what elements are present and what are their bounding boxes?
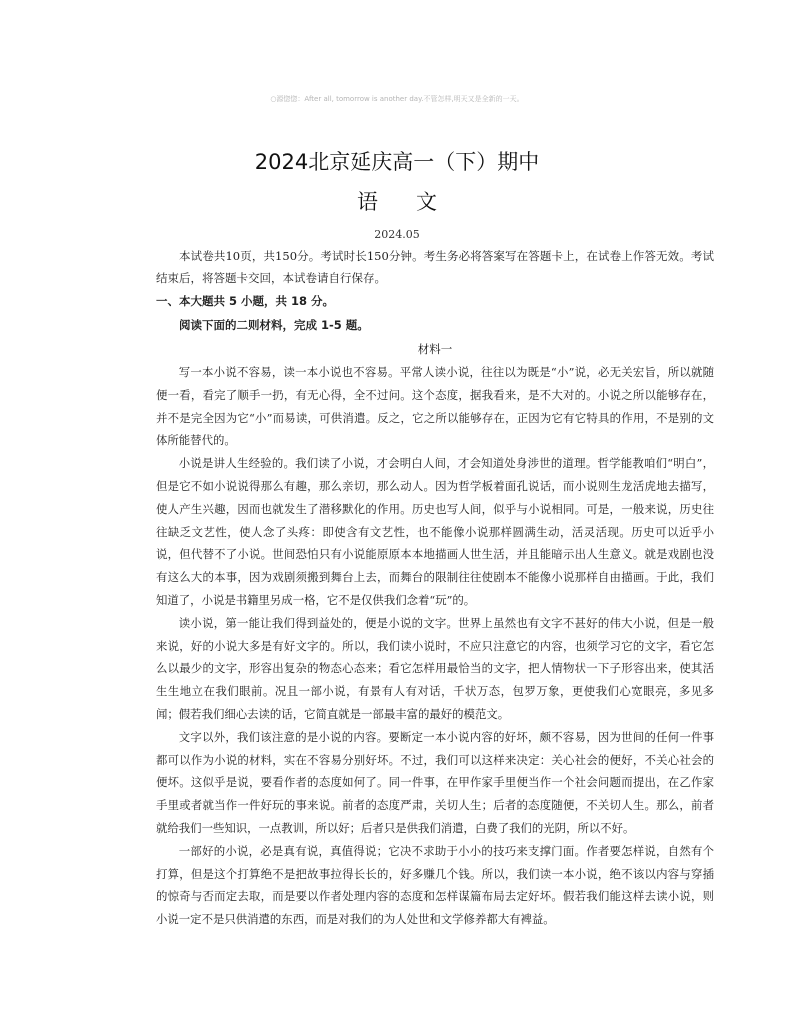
- exam-title: 2024北京延庆高一（下）期中: [254, 150, 540, 174]
- subject-heading: 语文: [357, 190, 475, 214]
- exam-date: 2024.05: [374, 228, 420, 241]
- watermark-text: ○源惚惚：After all, tomorrow is another day.不管怎样,明天又是全新的一天。: [270, 95, 524, 103]
- material-body: [156, 361, 714, 931]
- exam-content: [156, 245, 714, 931]
- exam-instructions: [156, 245, 714, 289]
- material-title: 材料一: [417, 342, 453, 356]
- section-heading: 一、本大题共 5 小题，共 18 分。: [156, 294, 335, 308]
- body-paragraph: 读小说，第一能让我们得到益处的，便是小说的文字。世界上虽然也有文字不甚好的伟大小说，但是一般来说，好的小说大多是有好文字的。所以，我们读小说时，不应只注意它的内容，也须学习它的文字，看它怎么以最少的文字，形容出复杂的物态心态来；看它怎样用最恰当的文字，把人情物状一下子形容出来，使其活生生地立在我们眼前。况且一部小说，有景有人有对话，千状万态，包罗万象，更使我们心宽眼亮，多见多闻；假若我们细心去读的话，它简直就是一部最丰富的最好的模范文。: [156, 615, 714, 721]
- body-paragraph: 小说是讲人生经验的。我们读了小说，才会明白人间，才会知道处身涉世的道理。哲学能教咱们“明白”，但是它不如小说说得那么有趣，那么亲切，那么动人。因为哲学板着面孔说话，而小说则生龙活虎地去描写，使人产生兴趣，因而也就发生了潜移默化的作用。历史也写人间，似乎与小说相同。可是，一般来说，历史往往缺乏文艺性，使人念了头疼：即使含有文艺性，也不能像小说那样圆满生动，活灵活现。历史可以近乎小说，但代替不了小说。世间恐怕只有小说能原原本本地描画人世生活，并且能暗示出人生意义。就是戏剧也没有这么大的本事，因为戏剧须搬到舞台上去，而舞台的限制往往使剧本不能像小说那样自由描画。于此，我们知道了，小说是书籍里另成一格，它不是仅供我们念着“玩”的。: [156, 456, 714, 607]
- reading-instruction: 阅读下面的二则材料，完成 1-5 题。: [179, 318, 369, 332]
- body-paragraph: 写一本小说不容易，读一本小说也不容易。平常人读小说，往往以为既是“小”说，必无关宏旨，所以就随便一看，看完了顺手一扔，有无心得，全不过问。这个态度，据我看来，是不大对的。小说之所以能够存在，并不是完全因为它“小”而易读，可供消遣。反之，它之所以能够存在，正因为它有它特具的作用，不是别的文体所能替代的。: [156, 365, 714, 448]
- body-paragraph: 文字以外，我们该注意的是小说的内容。要断定一本小说内容的好坏，颇不容易，因为世间的任何一件事都可以作为小说的材料，实在不容易分别好坏。不过，我们可以这样来决定：关心社会的便好，不关心社会的便坏。这似乎是说，要看作者的态度如何了。同一件事，在甲作家手里便当作一个社会问题而提出，在乙作家手里或者就当作一件好玩的事来说。前者的态度严肃，关切人生；后者的态度随便，不关切人生。那么，前者就给我们一些知识，一点教训，所以好；后者只是供我们消遣，白费了我们的光阴，所以不好。: [156, 729, 714, 835]
- body-paragraph: 一部好的小说，必是真有说，真值得说；它决不求助于小小的技巧来支撑门面。作者要怎样说，自然有个打算，但是这个打算绝不是把故事拉得长长的，好多赚几个钱。所以，我们读一本小说，绝不该以内容与穿插的惊奇与否而定去取，而是要以作者处理内容的态度和怎样谋篇布局去定好坏。假若我们能这样去读小说，则小说一定不是只供消遣的东西，而是对我们的为人处世和文学修养都大有裨益。: [156, 843, 714, 927]
- intro-paragraph: 本试卷共10页，共150分。考试时长150分钟。考生务必将答案写在答题卡上，在试卷上作答无效。考试结束后，将答题卡交回，本试卷请自行保存。: [156, 249, 714, 285]
